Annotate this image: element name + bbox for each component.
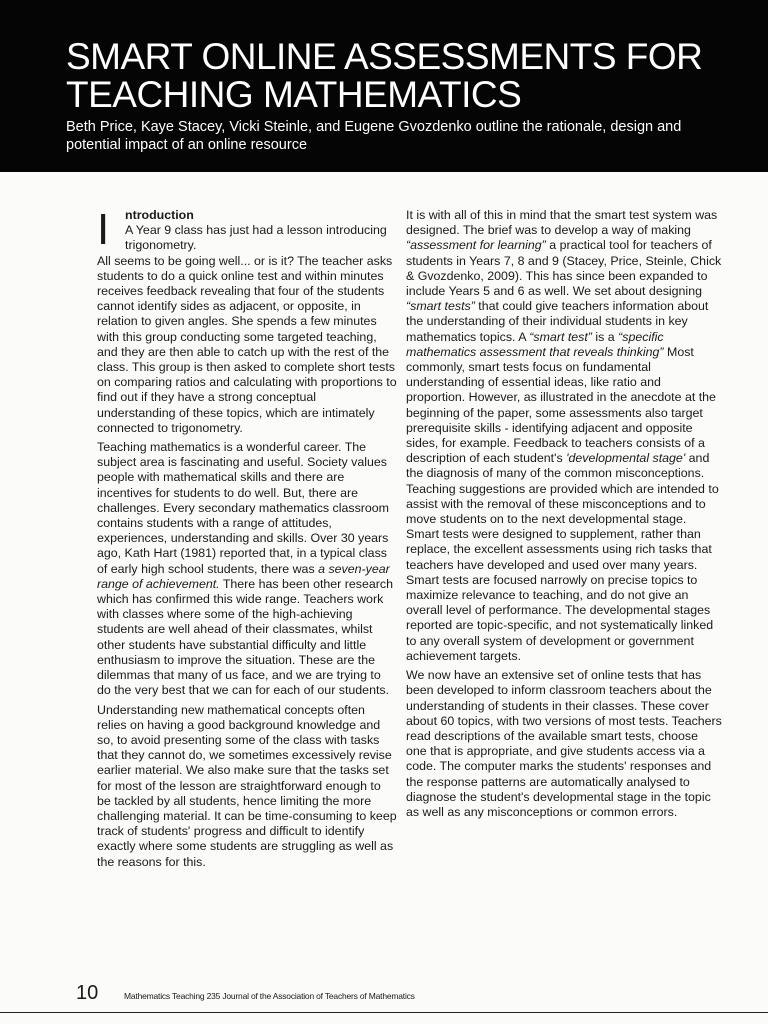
title-banner bbox=[0, 0, 768, 172]
article-title-line-2: TEACHING MATHEMATICS bbox=[66, 74, 522, 115]
emphasis-text: 'developmental stage' bbox=[566, 451, 686, 466]
page-number: 10 bbox=[76, 982, 99, 1004]
section-heading-introduction: ntroduction bbox=[125, 208, 194, 222]
paragraph bbox=[97, 440, 397, 698]
right-column bbox=[406, 208, 722, 824]
emphasis-text: a seven-year range of achievement. bbox=[97, 561, 390, 591]
paragraph-text: There has been other research which has confirmed this wide range. Teachers work with classes where some of the high-achieving students are well ahead of their classmates, whilst other students have substantial difficulty and little enthusiasm to improve the situation. These are the dilemmas that many of us face, and we are trying to do the very best that we can for each of our students. bbox=[97, 576, 393, 698]
article-title bbox=[66, 38, 756, 114]
drop-cap: I bbox=[97, 205, 110, 254]
article-title-line-1: SMART ONLINE ASSESSMENTS FOR bbox=[66, 36, 703, 77]
page-footer bbox=[76, 982, 676, 1006]
paragraph-text: Teaching mathematics is a wonderful career. The subject area is fascinating and useful. Society values people with mathematical skills and there are incentives for students to do well. But, there are challenges. Every secondary mathematics classroom contains students with a range of attitudes, experiences, understanding and skills. Over 30 years ago, Kath Hart (1981) reported that, in a typical class of early high school students, there was bbox=[97, 440, 389, 576]
journal-name: Mathematics Teaching 235 Journal of the Association of Teachers of Mathematics bbox=[124, 991, 415, 1001]
emphasis-text: “smart test” bbox=[529, 329, 592, 344]
emphasis-text: “assessment for learning” bbox=[406, 238, 546, 253]
footer-rule bbox=[0, 1012, 768, 1013]
paragraph-body: All seems to be going well... or is it? The teacher asks students to do a quick online test and within minutes receives feedback revealing that four of the students cannot identify sides as adjacent, or opposite, in relation to given angles. She spends a few minutes with this group conducting some targeted teaching, and they are then able to catch up with the rest of the class. This group is then asked to complete short tests on comparing ratios and calculating with proportions to find out if they have a strong conceptual understanding of these topics, which are intimately connected to trigonometry. bbox=[97, 253, 397, 435]
paragraph bbox=[97, 223, 397, 436]
emphasis-text: “smart tests” bbox=[406, 299, 475, 314]
article-standfirst: Beth Price, Kaye Stacey, Vicki Steinle, and Eugene Gvozdenko outline the rationale, design and potential impact of an online resource bbox=[66, 119, 682, 153]
paragraph-lead: A Year 9 class has just had a lesson introducing trigonometry. bbox=[125, 223, 387, 253]
paragraph: We now have an extensive set of online tests that has been developed to inform classroom teachers about the understanding of students in their classes. These cover about 60 topics, with two versions of most tests. Teachers read descriptions of the available smart tests, choose one that is appropriate, and give students access via a code. The computer marks the students' responses and the response patterns are automatically analysed to diagnose the student's developmental stage in the topic as well as any misconceptions or common errors. bbox=[406, 668, 722, 819]
paragraph-text: and the diagnosis of many of the common misconceptions. Teaching suggestions are provided which are intended to assist with the removal of these misconceptions and to move students on to the next developmental stage. Smart tests were designed to supplement, rather than replace, the excellent assessments using rich tasks that teachers have developed and used over many years. Smart tests are focused narrowly on precise topics to maximize relevance to teaching, and do not give an overall level of performance. The developmental stages reported are topic-specific, and not systematically linked to any overall system of development or government achievement targets. bbox=[406, 451, 719, 663]
paragraph-text: Most commonly, smart tests focus on fundamental understanding of essential ideas, like ratio and proportion. However, as illustrated in the anecdote at the beginning of the paper, some assessments also target prerequisite skills - identifying adjacent and opposite sides, for example. Feedback to teachers consists of a description of each student's bbox=[406, 344, 716, 466]
left-column bbox=[97, 205, 397, 874]
paragraph-text: that could give teachers information about the understanding of their individual students in key mathematics topics. A bbox=[406, 299, 709, 344]
paragraph: Understanding new mathematical concepts often relies on having a good background knowledge and so, to avoid presenting some of the class with tasks that they cannot do, we sometimes excessively revise earlier material. We also make sure that the tasks set for most of the lesson are straightforward enough to be tackled by all students, hence limiting the more challenging material. It can be time-consuming to keep track of students' progress and difficult to identify exactly where some students are struggling as well as the reasons for this. bbox=[97, 702, 397, 869]
paragraph-text: is a bbox=[595, 329, 615, 344]
emphasis-text: “specific mathematics assessment that reveals thinking” bbox=[406, 329, 664, 359]
paragraph bbox=[406, 208, 722, 664]
paragraph-text: a practical tool for teachers of students in Years 7, 8 and 9 (Stacey, Price, Steinle, Chick & Gvozdenko, 2009). This has since been expanded to include Years 5 and 6 as well. We set about designing bbox=[406, 238, 722, 299]
paragraph-text: It is with all of this in mind that the smart test system was designed. The brief was to develop a way of making bbox=[406, 208, 718, 238]
introduction-section bbox=[97, 205, 397, 436]
